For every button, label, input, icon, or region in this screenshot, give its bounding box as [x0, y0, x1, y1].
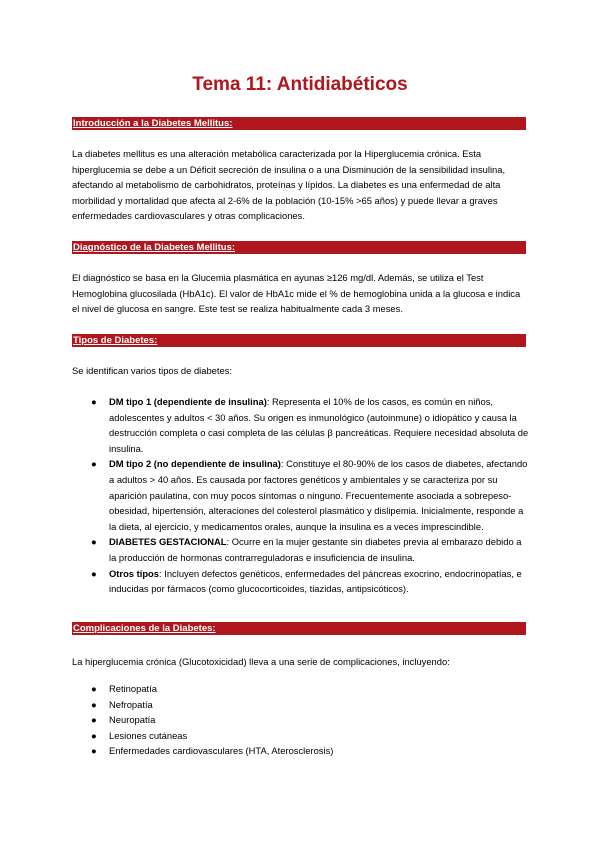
bullet-icon: ●	[91, 714, 97, 726]
tipos-intro: Se identifican varios tipos de diabetes:	[72, 365, 232, 376]
item-name: DM tipo 1	[109, 396, 152, 407]
item-name: Otros tipos	[109, 567, 160, 579]
item-text: Nefropatía	[109, 698, 153, 710]
intro-paragraph: La diabetes mellitus es una alteración metabólica caracterizada por la Hiperglucemia crónica. Esta hiperglucemia se debe a un Déficit secreción de insulina o a una Disminución de la sensibilidad insulina, afectando al metabolismo de carbohidratos, proteínas y lípidos. La diabetes es una enfermedad de alta morbilidad y mortalidad que afecta al 2-6% de la población (10-15% >65 años) y puede llevar a graves enfermedades cardiovasculares y otras complicaciones.	[72, 148, 506, 222]
bullet-icon: ●	[91, 396, 97, 407]
item-name: DM tipo 2	[109, 458, 152, 470]
item-name: DIABETES GESTACIONAL	[109, 536, 227, 548]
list-item	[72, 534, 530, 565]
diagnostico-paragraph: El diagnóstico se basa en la Glucemia plasmática en ayunas ≥126 mg/dl. Además, se utiliza el Test Hemoglobina glucosilada (HbA1c). El valor de HbA1c mide el % de hemoglobina unida a la glucosa e indica el nivel de glucosa en sangre. Este test se realiza habitualmente cada 3 meses.	[72, 272, 521, 315]
complicaciones-intro: La hiperglucemia crónica (Glucotoxicidad) lleva a una serie de complicaciones, incluyendo:	[72, 656, 450, 667]
item-text: Enfermedades cardiovasculares (HTA, Aterosclerosis)	[109, 745, 334, 757]
section-heading-intro: Introducción a la Diabetes Mellitus:	[72, 117, 526, 130]
list-item	[72, 681, 530, 697]
section-heading-diagnostico: Diagnóstico de la Diabetes Mellitus:	[72, 241, 526, 254]
list-item	[72, 743, 530, 759]
list-item	[72, 728, 530, 744]
item-text: : Incluyen defectos genéticos, enfermedades del páncreas exocrino, endocrinopatías, e inducidas por fármacos (como glucocorticoides, tiazidas, antipsicóticos).	[109, 567, 522, 595]
bullet-icon: ●	[91, 458, 97, 470]
item-text: Retinopatía	[109, 683, 157, 694]
bullet-icon: ●	[91, 536, 97, 548]
item-text: Lesiones cutáneas	[109, 729, 188, 741]
list-item	[72, 394, 530, 456]
item-text: : Representa el 10% de los casos, es común en niños, adolescentes y adultos < 30 años. Su origen es inmunológico (autoinmune) o idiopático y causa la destrucción completa o casi completa de las células β pancreáticas. Requiere necesidad absoluta de insulina.	[109, 396, 529, 454]
tipos-list	[72, 394, 530, 597]
bullet-icon: ●	[91, 729, 97, 741]
list-item	[72, 456, 530, 534]
section-heading-tipos: Tipos de Diabetes:	[72, 334, 526, 347]
complicaciones-list	[72, 681, 530, 759]
bullet-icon: ●	[91, 698, 97, 710]
page-title: Tema 11: Antidiabéticos	[192, 74, 408, 95]
bullet-icon: ●	[91, 745, 97, 757]
list-item	[72, 566, 530, 597]
item-text: : Ocurre en la mujer gestante sin diabetes previa al embarazo debido a la producción de hormonas contrarreguladoras e insuficiencia de insulina.	[109, 536, 522, 563]
list-item	[72, 697, 530, 713]
item-text: Neuropatía	[109, 714, 156, 726]
item-qualifier: (dependiente de insulina)	[151, 396, 267, 407]
list-item	[72, 712, 530, 728]
item-qualifier: (no dependiente de insulina)	[151, 458, 281, 470]
bullet-icon: ●	[91, 683, 97, 694]
item-text: : Constituye el 80-90% de los casos de diabetes, afectando a adultos > 40 años. Es causada por factores genéticos y ambientales y se caracteriza por su aparición paulatina, con muy pocos síntomas o ninguno. Frecuentemente asociada a sobrepeso-obesidad, hipertensión, alteraciones del colesterol plasmático y dislipemia. Inicialmente, responde a la dieta, al ejercicio, y medicamentos orales, aunque la insulina es a veces imprescindible.	[109, 458, 528, 532]
section-heading-complicaciones: Complicaciones de la Diabetes:	[72, 622, 526, 635]
bullet-icon: ●	[91, 567, 97, 579]
